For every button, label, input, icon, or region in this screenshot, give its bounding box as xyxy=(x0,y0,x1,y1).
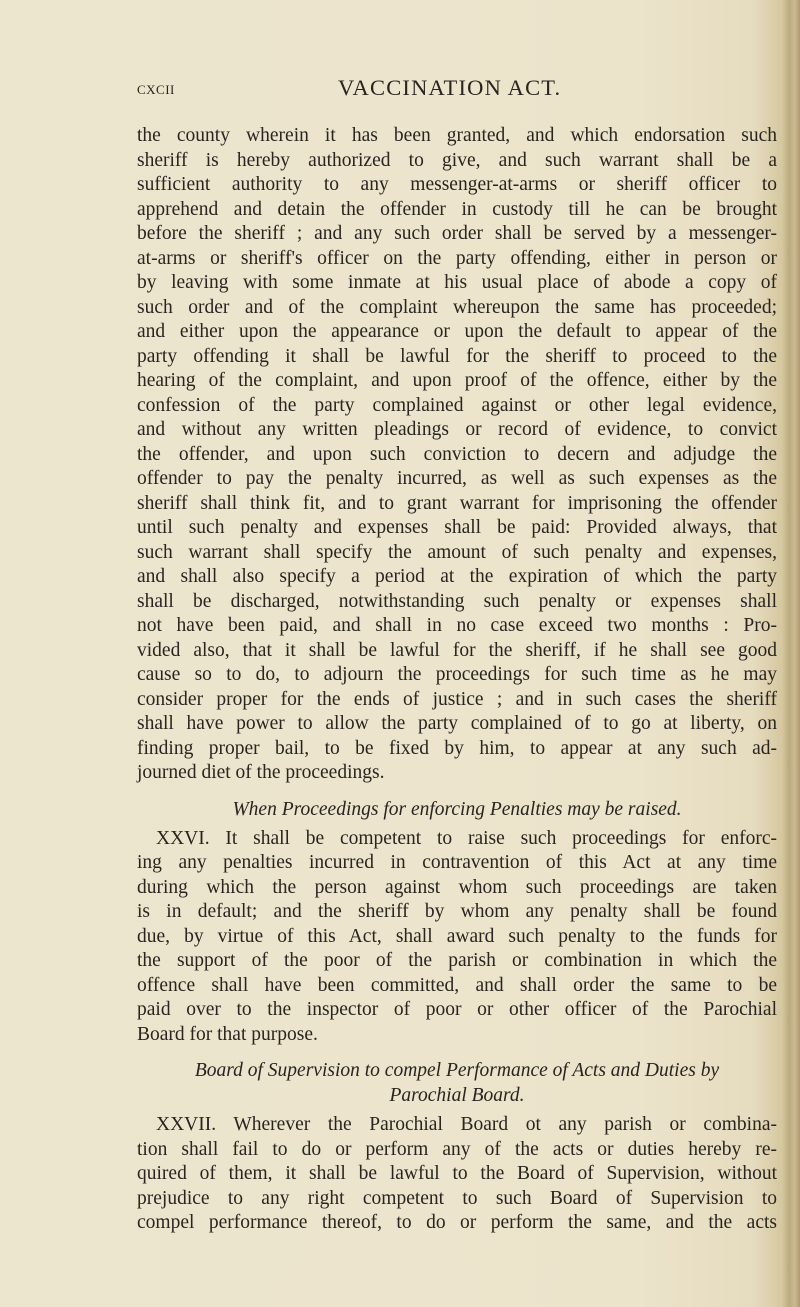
text-line: hearing of the complaint, and upon proof of the offence, either by the xyxy=(137,370,777,391)
spacer xyxy=(137,1047,777,1058)
text-line: cause so to do, to adjourn the proceedings for such time as he may xyxy=(137,664,777,685)
text-line: such warrant shall specify the amount of such penalty and expenses, xyxy=(137,541,777,563)
text-line: and without any written pleadings or record of evidence, to convict xyxy=(137,419,777,440)
text-line: apprehend and detain the offender in custody till he can be brought xyxy=(137,198,777,220)
text-line: prejudice to any right competent to such Board of Supervision to xyxy=(137,1187,777,1209)
text-line: shall be discharged, notwithstanding such penalty or expenses shall xyxy=(137,590,777,612)
paragraph xyxy=(137,124,777,786)
paragraph xyxy=(137,827,777,1048)
text-line: sheriff is hereby authorized to give, and such warrant shall be a xyxy=(137,149,777,171)
text-line: finding proper bail, to be fixed by him, to appear at any such ad- xyxy=(137,737,777,759)
text-line: vided also, that it shall be lawful for the sheriff, if he shall see good xyxy=(137,639,777,661)
text-line: compel performance thereof, to do or perform the same, and the acts xyxy=(137,1212,777,1233)
text-line: party offending it shall be lawful for the sheriff to proceed to the xyxy=(137,345,777,367)
page-header xyxy=(0,75,800,108)
paragraph xyxy=(137,1113,777,1236)
text-line: at-arms or sheriff's officer on the party offending, either in person or xyxy=(137,247,777,269)
text-line: such order and of the complaint whereupon the same has proceeded; xyxy=(137,296,777,318)
section-heading: Parochial Board. xyxy=(389,1085,525,1106)
page-edge xyxy=(782,0,800,1307)
text-line: is in default; and the sheriff by whom any penalty shall be found xyxy=(137,901,777,922)
text-line: offence shall have been committed, and shall order the same to be xyxy=(137,974,777,996)
text-line: by leaving with some inmate at his usual place of abode a copy of xyxy=(137,272,777,293)
text-line: XXVI. It shall be competent to raise such proceedings for enforc- xyxy=(156,827,777,849)
text-line: offender to pay the penalty incurred, as well as such expenses as the xyxy=(137,468,777,489)
text-line: quired of them, it shall be lawful to the Board of Supervision, without xyxy=(137,1163,777,1184)
text-line: shall have power to allow the party complained of to go at liberty, on xyxy=(137,713,777,734)
text-line: consider proper for the ends of justice ; and in such cases the sheriff xyxy=(137,688,777,710)
text-line: confession of the party complained against or other legal evidence, xyxy=(137,394,777,416)
text-line: sheriff shall think fit, and to grant warrant for imprisoning the offender xyxy=(137,492,777,514)
body-text xyxy=(137,124,777,1236)
text-line: during which the person against whom such proceedings are taken xyxy=(137,876,777,898)
page-number: cxcii xyxy=(137,78,175,99)
text-line: before the sheriff ; and any such order shall be served by a messenger- xyxy=(137,223,777,244)
spacer xyxy=(137,786,777,797)
text-line: the support of the poor of the parish or combination in which the xyxy=(137,950,777,971)
section-heading: Board of Supervision to compel Performance of Acts and Duties by xyxy=(194,1060,720,1081)
text-line: and shall also specify a period at the expiration of which the party xyxy=(137,566,777,587)
text-line: Board for that purpose. xyxy=(137,1023,318,1045)
text-line: due, by virtue of this Act, shall award such penalty to the funds for xyxy=(137,925,777,947)
text-line: the offender, and upon such conviction to decern and adjudge the xyxy=(137,443,777,465)
text-line: the county wherein it has been granted, and which endorsation such xyxy=(137,125,777,146)
text-line: and either upon the appearance or upon the default to appear of the xyxy=(137,321,777,342)
text-line: paid over to the inspector of poor or other officer of the Parochial xyxy=(137,999,777,1020)
text-line: until such penalty and expenses shall be paid: Provided always, that xyxy=(137,517,777,538)
text-line: journed diet of the proceedings. xyxy=(137,762,385,783)
section-heading: When Proceedings for enforcing Penalties may be raised. xyxy=(232,798,682,820)
text-line: sufficient authority to any messenger-at-arms or sheriff officer to xyxy=(137,174,777,195)
text-line: ing any penalties incurred in contravention of this Act at any time xyxy=(137,852,777,873)
text-line: not have been paid, and shall in no case exceed two months : Pro- xyxy=(137,615,777,636)
text-line: XXVII. Wherever the Parochial Board ot any parish or combina- xyxy=(156,1114,777,1135)
running-title: VACCINATION ACT. xyxy=(338,75,562,100)
text-line: tion shall fail to do or perform any of the acts or duties hereby re- xyxy=(137,1138,777,1160)
